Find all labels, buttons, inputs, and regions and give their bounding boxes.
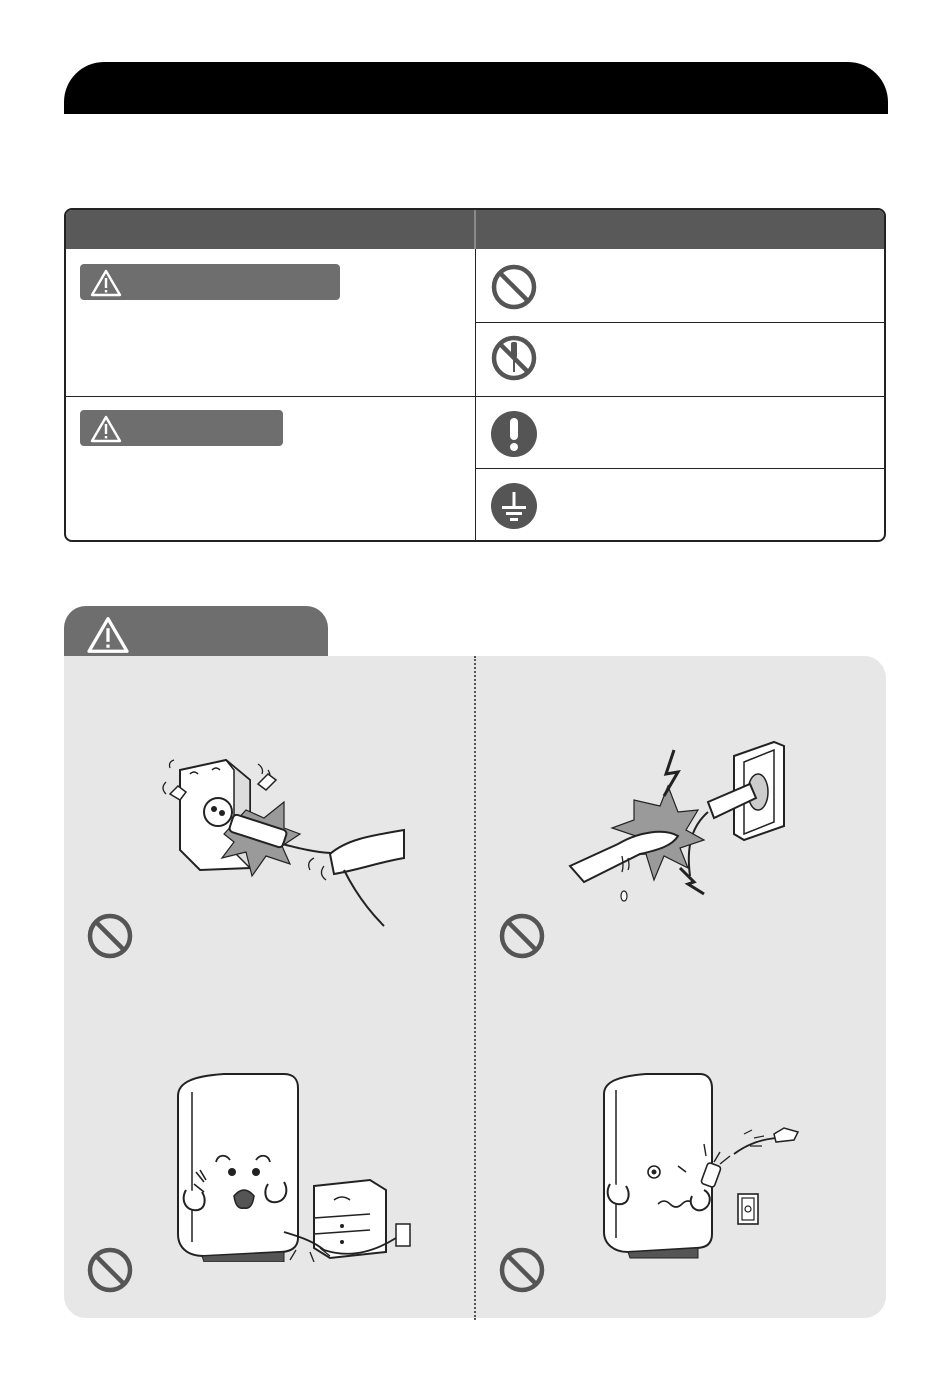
header-divider (474, 210, 476, 249)
prohibition-icon (86, 912, 134, 960)
mandatory-exclamation-icon (490, 410, 538, 458)
warning-triangle-icon (90, 415, 122, 443)
symbol-legend-table (64, 208, 886, 542)
warning-triangle-icon (86, 616, 130, 654)
shared-outlet-illustration (164, 1072, 424, 1262)
warning-label-tag (80, 264, 340, 300)
warning-item (64, 656, 474, 986)
do-not-disassemble-icon (490, 334, 538, 382)
row-divider (475, 322, 886, 323)
warning-triangle-icon (90, 269, 122, 297)
warning-item (476, 988, 886, 1318)
warning-panel (64, 656, 886, 1318)
grounding-icon (490, 482, 538, 530)
unplug-by-pulling-cord-illustration (154, 740, 414, 930)
row-divider (475, 468, 886, 469)
legend-header-row (66, 210, 884, 249)
wet-hand-plug-illustration (568, 736, 798, 926)
warning-item (476, 656, 886, 986)
caution-label-tag (80, 410, 283, 446)
warning-item (64, 988, 474, 1318)
section-header-bar (64, 62, 888, 114)
damaged-plug-illustration (594, 1072, 814, 1262)
prohibition-icon (490, 263, 538, 311)
prohibition-icon (498, 1246, 546, 1294)
prohibition-icon (498, 912, 546, 960)
row-divider (66, 396, 884, 397)
prohibition-icon (86, 1246, 134, 1294)
